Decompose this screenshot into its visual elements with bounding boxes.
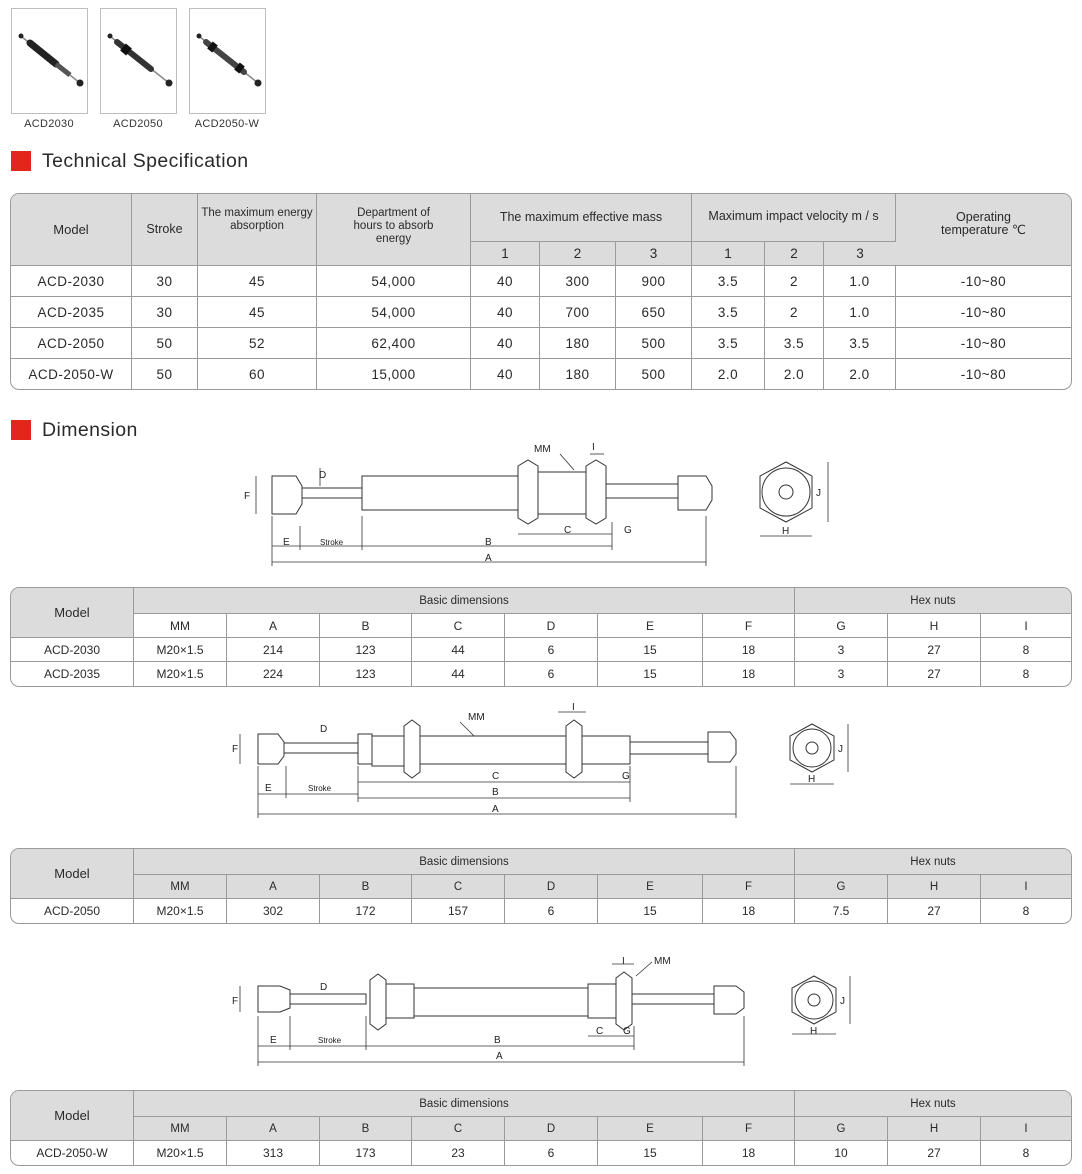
cell-mass: 40 bbox=[471, 266, 540, 297]
cell-velocity: 2 bbox=[765, 266, 824, 297]
label-g: G bbox=[623, 1026, 631, 1037]
cell-value: M20×1.5 bbox=[134, 1141, 227, 1165]
col-header: G bbox=[795, 875, 888, 899]
header-sub: 1 bbox=[471, 242, 540, 266]
col-header: C bbox=[412, 1117, 505, 1141]
col-header: G bbox=[795, 1117, 888, 1141]
end-view-bore bbox=[806, 742, 818, 754]
label-j: J bbox=[838, 744, 843, 755]
label-a: A bbox=[485, 553, 492, 564]
table-row bbox=[11, 1141, 1071, 1165]
cell-value: 6 bbox=[505, 638, 598, 662]
cell-value: 15 bbox=[598, 662, 703, 686]
hex-nut bbox=[586, 460, 606, 524]
cell-value: 3 bbox=[795, 638, 888, 662]
label-e: E bbox=[283, 537, 290, 548]
cell-value: 27 bbox=[888, 899, 981, 923]
cell-temperature: -10~80 bbox=[896, 266, 1071, 297]
col-header: B bbox=[320, 1117, 412, 1141]
cell-value: 224 bbox=[227, 662, 320, 686]
label-h: H bbox=[808, 774, 816, 785]
cell-value: 18 bbox=[703, 638, 795, 662]
col-header: H bbox=[888, 614, 981, 638]
label-mm: MM bbox=[654, 956, 671, 967]
header-sub: 2 bbox=[540, 242, 616, 266]
label-mm: MM bbox=[534, 444, 551, 455]
piston-rod bbox=[302, 488, 362, 498]
cell-value: 8 bbox=[1022, 1146, 1030, 1160]
cell-velocity: 3.5 bbox=[824, 328, 896, 359]
cell-model: ACD-2030 bbox=[11, 266, 132, 297]
header-dept-hours: Department of hours to absorb energy bbox=[317, 194, 471, 266]
cell-value: 214 bbox=[227, 638, 320, 662]
label-c: C bbox=[564, 525, 572, 536]
cell-value: 6 bbox=[505, 899, 598, 923]
end-cap bbox=[714, 986, 744, 1014]
cell-velocity: 1.0 bbox=[824, 266, 896, 297]
cell-hours: 54,000 bbox=[317, 297, 471, 328]
cell-value: 313 bbox=[227, 1141, 320, 1165]
cell-velocity: 3.5 bbox=[692, 328, 765, 359]
cell-value: 8 bbox=[981, 638, 1071, 662]
dimension-table-acd2030 bbox=[10, 587, 1072, 687]
hex-nut bbox=[566, 720, 582, 778]
cell-mass: 40 bbox=[471, 328, 540, 359]
cell-value: 15 bbox=[598, 1141, 703, 1165]
cell-value: 18 bbox=[703, 662, 795, 686]
label-i: I bbox=[572, 702, 575, 713]
cell-energy: 52 bbox=[198, 328, 317, 359]
cell-velocity: 2.0 bbox=[824, 359, 896, 389]
thread-section bbox=[538, 472, 586, 514]
end-view-bore bbox=[808, 994, 820, 1006]
label-stroke: Stroke bbox=[318, 1036, 342, 1045]
spec-section-heading bbox=[11, 149, 248, 173]
label-c: C bbox=[596, 1026, 604, 1037]
cell-value: 44 bbox=[412, 662, 505, 686]
col-header: MM bbox=[134, 614, 227, 638]
col-header: E bbox=[598, 1117, 703, 1141]
label-i: I bbox=[622, 956, 625, 967]
header-sub: 3 bbox=[616, 242, 692, 266]
cell-velocity: 3.5 bbox=[765, 328, 824, 359]
cell-energy: 60 bbox=[198, 359, 317, 389]
cell-value: 173 bbox=[320, 1141, 412, 1165]
cell-value: 3 bbox=[795, 662, 888, 686]
col-header: B bbox=[320, 875, 412, 899]
col-header: I bbox=[981, 875, 1071, 899]
rear-rod bbox=[630, 742, 708, 754]
col-header: D bbox=[505, 614, 598, 638]
rear-rod bbox=[632, 994, 714, 1004]
cell-temperature: -10~80 bbox=[896, 328, 1071, 359]
col-header: I bbox=[981, 614, 1071, 638]
bumper-cap bbox=[272, 476, 302, 514]
col-header: C bbox=[412, 614, 505, 638]
col-header: D bbox=[505, 1117, 598, 1141]
end-view-bore bbox=[779, 485, 793, 499]
cell-value: M20×1.5 bbox=[134, 899, 227, 923]
cell-velocity: 2.0 bbox=[692, 359, 765, 389]
table-row bbox=[11, 266, 1071, 297]
cell-model: ACD-2035 bbox=[11, 297, 132, 328]
shock-absorber-photo bbox=[12, 9, 87, 113]
header-basic-dimensions: Basic dimensions bbox=[134, 1091, 795, 1117]
piston-rod bbox=[284, 743, 358, 753]
cell-stroke: 50 bbox=[132, 359, 198, 389]
label-a: A bbox=[496, 1051, 503, 1062]
cell-mass: 500 bbox=[616, 328, 692, 359]
header-model: Model bbox=[11, 588, 134, 638]
label-g: G bbox=[624, 525, 632, 536]
cell-value: M20×1.5 bbox=[134, 638, 227, 662]
col-header: H bbox=[888, 875, 981, 899]
section-title: Technical Specification bbox=[42, 149, 249, 172]
cell-value: 18 bbox=[703, 899, 795, 923]
hex-nut bbox=[370, 974, 386, 1030]
shock-absorber-photo bbox=[101, 9, 176, 113]
col-header: B bbox=[320, 614, 412, 638]
col-header: A bbox=[227, 1117, 320, 1141]
cylinder-body bbox=[414, 988, 588, 1016]
label-b: B bbox=[485, 537, 492, 548]
header-sub: 3 bbox=[824, 242, 896, 266]
cell-value: 6 bbox=[505, 1141, 598, 1165]
table-row bbox=[11, 359, 1071, 389]
col-header: E bbox=[598, 875, 703, 899]
dimension-drawing-acd2050 bbox=[0, 700, 1082, 830]
cell-stroke: 50 bbox=[132, 328, 198, 359]
label-d: D bbox=[319, 470, 327, 481]
rear-thread bbox=[588, 984, 616, 1018]
cell-energy: 45 bbox=[198, 266, 317, 297]
col-header: G bbox=[795, 614, 888, 638]
cell-value: 157 bbox=[412, 899, 505, 923]
header-max-velocity: Maximum impact velocity m / s bbox=[692, 194, 896, 242]
cell-velocity: 2.0 bbox=[765, 359, 824, 389]
label-e: E bbox=[265, 783, 272, 794]
label-j: J bbox=[816, 488, 821, 499]
label-f: F bbox=[232, 996, 239, 1007]
col-header: F bbox=[703, 614, 795, 638]
header-sub: 2 bbox=[765, 242, 824, 266]
cell-model: ACD-2050-W bbox=[11, 359, 132, 389]
header-hex-nuts: Hex nuts bbox=[795, 849, 1071, 875]
label-b: B bbox=[492, 787, 499, 798]
cell-stroke: 30 bbox=[132, 266, 198, 297]
cell-value: 27 bbox=[888, 1141, 981, 1165]
label-b: B bbox=[494, 1035, 501, 1046]
cell-velocity: 3.5 bbox=[692, 266, 765, 297]
product-image-acd2030 bbox=[11, 8, 88, 114]
cell-mass: 40 bbox=[471, 297, 540, 328]
header-stroke: Stroke bbox=[132, 194, 198, 266]
cell-value: 6 bbox=[505, 662, 598, 686]
col-header: C bbox=[412, 875, 505, 899]
cell-hours: 62,400 bbox=[317, 328, 471, 359]
header-model: Model bbox=[11, 849, 134, 899]
header-max-mass: The maximum effective mass bbox=[471, 194, 692, 242]
cell-mass: 300 bbox=[540, 266, 616, 297]
cell-value: 18 bbox=[703, 1141, 795, 1165]
cylinder-body bbox=[362, 476, 518, 510]
dimension-table-acd2050-w bbox=[10, 1090, 1072, 1166]
product-image-acd2050-w bbox=[189, 8, 266, 114]
cell-value: 123 bbox=[320, 638, 412, 662]
col-header: E bbox=[598, 614, 703, 638]
shock-absorber-photo bbox=[190, 9, 265, 113]
cell-model: ACD-2050 bbox=[11, 899, 134, 923]
col-header: MM bbox=[134, 1117, 227, 1141]
table-row bbox=[11, 899, 1071, 923]
cell-stroke: 30 bbox=[132, 297, 198, 328]
header-temperature: Operating temperature ℃ bbox=[896, 194, 1071, 266]
cell-temperature: -10~80 bbox=[960, 366, 1007, 382]
hex-nut bbox=[616, 972, 632, 1030]
cell-velocity: 3.5 bbox=[692, 297, 765, 328]
col-header: A bbox=[227, 875, 320, 899]
header-max-energy: The maximum energy absorption bbox=[198, 194, 317, 266]
thread-section bbox=[386, 984, 414, 1018]
cylinder-body bbox=[420, 736, 566, 764]
header-basic-dimensions: Basic dimensions bbox=[134, 588, 795, 614]
cell-velocity: 1.0 bbox=[824, 297, 896, 328]
table-row bbox=[11, 662, 1071, 686]
col-header: D bbox=[505, 875, 598, 899]
table-row bbox=[11, 328, 1071, 359]
label-h: H bbox=[810, 1026, 818, 1037]
cell-model: ACD-2050-W bbox=[11, 1141, 134, 1165]
col-header: F bbox=[703, 875, 795, 899]
hex-nut bbox=[518, 460, 538, 524]
product-image-acd2050 bbox=[100, 8, 177, 114]
cell-value: 8 bbox=[1022, 904, 1030, 918]
table-row bbox=[11, 638, 1071, 662]
hex-nut bbox=[404, 720, 420, 778]
col-header: I bbox=[981, 1117, 1071, 1141]
col-header: H bbox=[888, 1117, 981, 1141]
cell-energy: 45 bbox=[198, 297, 317, 328]
label-f: F bbox=[244, 491, 251, 502]
dimension-drawing-acd2050-w bbox=[0, 950, 1082, 1074]
label-d: D bbox=[320, 982, 328, 993]
header-hex-nuts: Hex nuts bbox=[795, 1091, 1071, 1117]
product-label: ACD2030 bbox=[24, 118, 74, 130]
cell-hours: 15,000 bbox=[317, 359, 471, 389]
col-header: A bbox=[227, 614, 320, 638]
cell-mass: 180 bbox=[540, 328, 616, 359]
cell-model: ACD-2035 bbox=[11, 662, 134, 686]
rear-thread bbox=[582, 736, 630, 764]
label-mm: MM bbox=[468, 712, 485, 723]
bumper-cap bbox=[258, 734, 284, 764]
cell-temperature: -10~80 bbox=[896, 297, 1071, 328]
label-h: H bbox=[782, 526, 790, 537]
product-label: ACD2050 bbox=[113, 118, 163, 130]
cell-value: 27 bbox=[888, 662, 981, 686]
cell-model: ACD-2030 bbox=[11, 638, 134, 662]
cell-mass: 650 bbox=[616, 297, 692, 328]
piston-rod bbox=[290, 994, 366, 1004]
cell-mass: 900 bbox=[616, 266, 692, 297]
cell-value: 23 bbox=[412, 1141, 505, 1165]
cell-value: 172 bbox=[320, 899, 412, 923]
cell-mass: 700 bbox=[540, 297, 616, 328]
front-thread bbox=[358, 734, 372, 764]
rear-rod bbox=[606, 484, 678, 498]
cell-velocity: 2 bbox=[765, 297, 824, 328]
cell-mass: 40 bbox=[471, 359, 540, 389]
cell-mass: 500 bbox=[616, 359, 692, 389]
col-header: F bbox=[703, 1117, 795, 1141]
spec-table bbox=[10, 193, 1072, 390]
cell-value: 15 bbox=[598, 638, 703, 662]
cell-value: 10 bbox=[795, 1141, 888, 1165]
section-marker-icon bbox=[11, 151, 31, 171]
cell-mass: 180 bbox=[540, 359, 616, 389]
dimension-drawing-acd2030 bbox=[0, 436, 1082, 576]
cell-value: 44 bbox=[412, 638, 505, 662]
table-row bbox=[11, 297, 1071, 328]
cell-hours: 54,000 bbox=[317, 266, 471, 297]
header-hex-nuts: Hex nuts bbox=[795, 588, 1071, 614]
label-d: D bbox=[320, 724, 328, 735]
label-j: J bbox=[840, 996, 845, 1007]
label-g: G bbox=[622, 771, 630, 782]
col-header: MM bbox=[134, 875, 227, 899]
cell-value: 15 bbox=[598, 899, 703, 923]
cell-value: 302 bbox=[227, 899, 320, 923]
cell-model: ACD-2050 bbox=[11, 328, 132, 359]
cell-value: 7.5 bbox=[795, 899, 888, 923]
header-model: Model bbox=[11, 1091, 134, 1141]
cell-value: 8 bbox=[1022, 667, 1030, 681]
label-a: A bbox=[492, 804, 499, 815]
header-sub: 1 bbox=[692, 242, 765, 266]
label-e: E bbox=[270, 1035, 277, 1046]
label-stroke: Stroke bbox=[308, 784, 332, 793]
label-i: I bbox=[592, 442, 595, 453]
end-cap bbox=[708, 732, 736, 762]
label-stroke: Stroke bbox=[320, 538, 344, 547]
header-basic-dimensions: Basic dimensions bbox=[134, 849, 795, 875]
cell-value: 123 bbox=[320, 662, 412, 686]
cell-value: 27 bbox=[888, 638, 981, 662]
label-c: C bbox=[492, 771, 500, 782]
header-model: Model bbox=[11, 194, 132, 266]
dimension-table-acd2050 bbox=[10, 848, 1072, 924]
product-label: ACD2050-W bbox=[194, 118, 260, 130]
cell-value: M20×1.5 bbox=[134, 662, 227, 686]
bumper-cap bbox=[258, 986, 290, 1012]
section-title: Dimension bbox=[42, 418, 138, 441]
thread-section bbox=[372, 736, 404, 766]
label-f: F bbox=[232, 744, 239, 755]
end-cap bbox=[678, 476, 712, 510]
